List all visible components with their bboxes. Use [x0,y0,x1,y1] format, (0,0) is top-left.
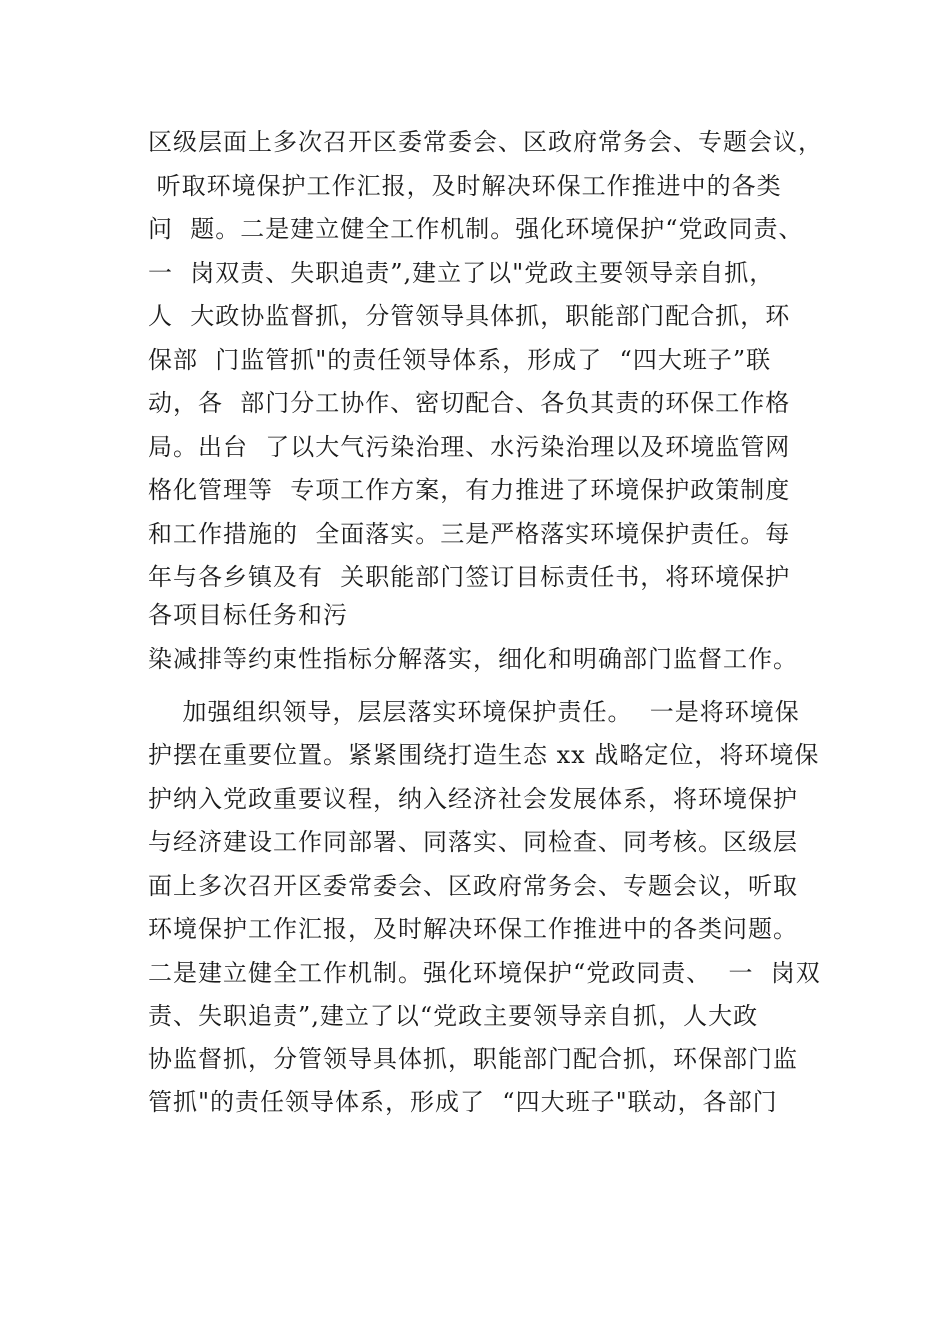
text-line: 面上多次召开区委常委会、区政府常务会、专题会议，听取 [148,872,798,900]
text-line: 一 岗双责、失职追责”,建立了以"党政主要领导亲自抓， [148,259,775,287]
paragraph-first-line: 加强组织领导，层层落实环境保护责任。 一是将环境保 [148,698,800,726]
text-line: 护摆在重要位置。紧紧围绕打造生态 xx 战略定位，将环境保 [148,741,820,769]
text-line: 格化管理等 专项工作方案，有力推进了环境保护政策制度 [148,476,791,504]
text-line: 协监督抓，分管领导具体抓，职能部门配合抓，环保部门监 [148,1045,798,1073]
text-line: 听取环境保护工作汇报，及时解决环保工作推进中的各类 [148,172,782,200]
text-line: 区级层面上多次召开区委常委会、区政府常务会、专题会议， [148,128,823,156]
text-line: 局。出台 了以大气污染治理、水污染治理以及环境监管网 [148,433,791,461]
text-line: 保部 门监管抓"的责任领导体系，形成了 “四大班子”联 [148,346,772,374]
text-line: 和工作措施的 全面落实。三是严格落实环境保护责任。每 [148,520,791,548]
text-line: 二是建立健全工作机制。强化环境保护“党政同责、 一 岗双 [148,959,821,987]
text-line: 染减排等约束性指标分解落实，细化和明确部门监督工作。 [148,645,798,673]
text-line: 环境保护工作汇报，及时解决环保工作推进中的各类问题。 [148,915,798,943]
text-line: 年与各乡镇及有 关职能部门签订目标责任书，将环境保护 [148,563,791,591]
text-line: 管抓"的责任领导体系，形成了 “四大班子"联动，各部门 [148,1088,778,1116]
text-line: 与经济建设工作同部署、同落实、同检查、同考核。区级层 [148,828,798,856]
text-line: 问 题。二是建立健全工作机制。强化环境保护“党政同责、 [148,215,804,243]
text-line: 各项目标任务和污 [148,601,348,629]
text-line: 人 大政协监督抓，分管领导具体抓，职能部门配合抓，环 [148,302,791,330]
text-line: 动，各 部门分工协作、密切配合、各负其责的环保工作格 [148,389,791,417]
text-line: 责、失职追责”,建立了以“党政主要领导亲自抓，人大政 [148,1002,759,1030]
text-line: 护纳入党政重要议程，纳入经济社会发展体系，将环境保护 [148,785,798,813]
